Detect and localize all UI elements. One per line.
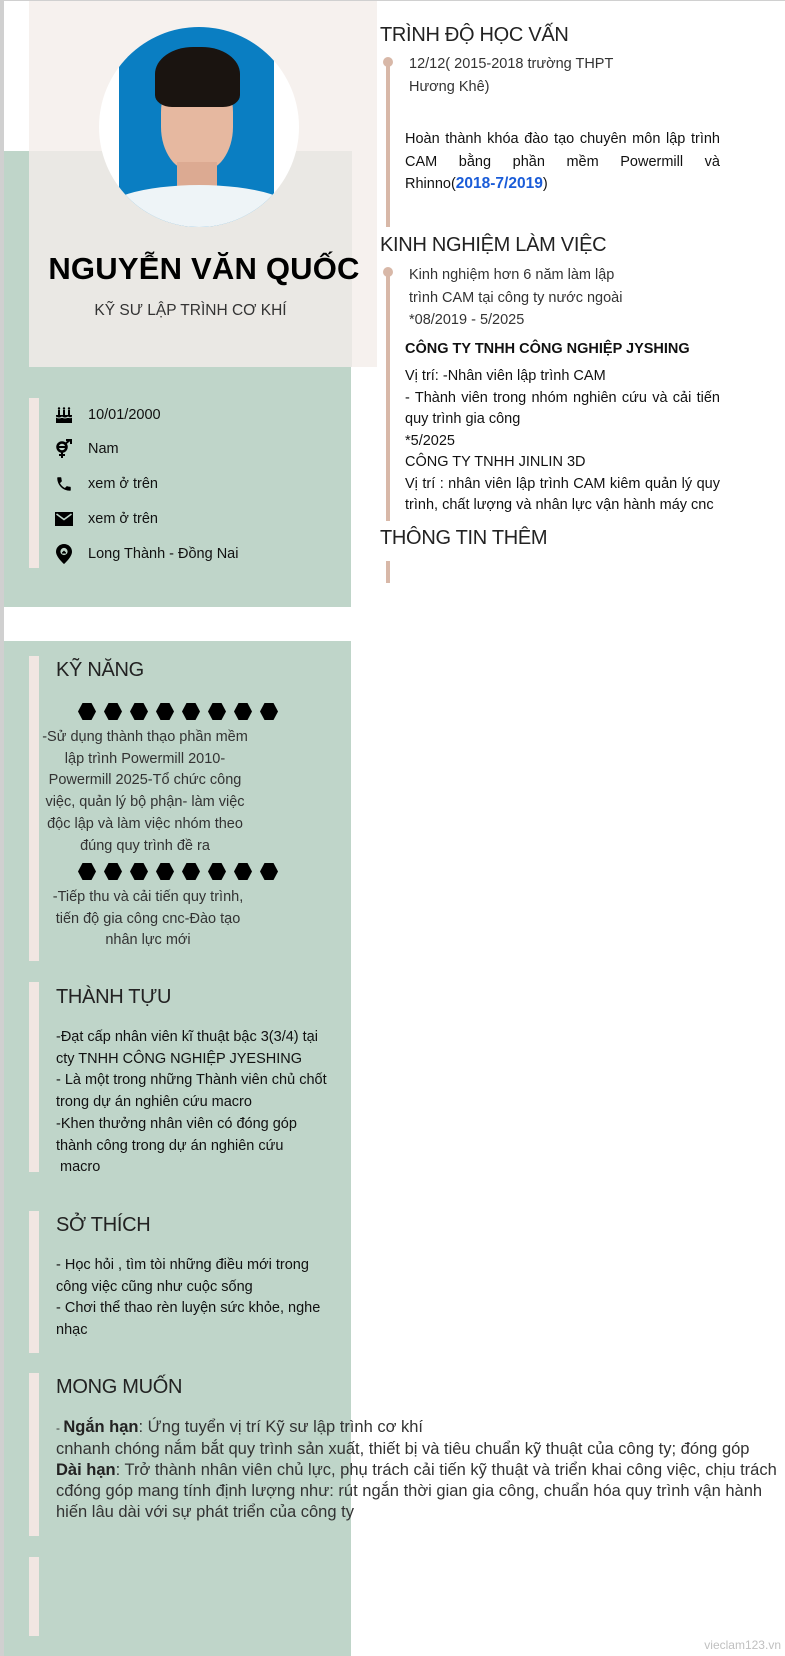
contact-birthday (54, 403, 161, 427)
email-icon (54, 509, 74, 529)
experience-timeline (386, 273, 390, 521)
experience-summary: Kinh nghiệm hơn 6 năm làm lập trình CAM tại công ty nước ngoài *08/2019 - 5/2025 (409, 267, 623, 328)
company-name-1: CÔNG TY TNHH CÔNG NGHIỆP JYSHING (405, 341, 690, 357)
birthday-cake-icon (54, 405, 74, 425)
education-timeline-dot (383, 57, 393, 67)
education-school: 12/12( 2015-2018 trường THPT Hương Khê) (409, 56, 614, 95)
skill-rating-1 (78, 703, 278, 720)
location-value: Long Thành - Đồng Nai (88, 546, 239, 562)
achievements-text: -Đạt cấp nhân viên kĩ thuật bậc 3(3/4) tại cty TNHH CÔNG NGHIỆP JYESHING - Là một trong những Thành viên chủ chốt trong dự án nghiên cứu macro -Khen thưởng nhân viên có đóng góp thành công trong dự án nghiên cứu macro (56, 1029, 327, 1176)
candidate-title: KỸ SƯ LẬP TRÌNH CƠ KHÍ (94, 302, 287, 319)
cv-page (4, 1, 785, 1656)
achievements-title: THÀNH TỰU (56, 986, 172, 1008)
skill-description-2: -Tiếp thu và cải tiến quy trình, tiến độ gia công cnc-Đào tạo nhân lực mới (52, 889, 244, 949)
hobbies-title: SỞ THÍCH (56, 1214, 151, 1236)
experience-details: Vị trí: -Nhân viên lập trình CAM - Thành viên trong nhóm nghiên cứu và cải tiến quy trình gia công *5/2025 CÔNG TY TNHH JINLIN 3D Vị trí : nhân viên lập trình CAM kiêm quản lý quy trình, chất lượng và nhân lực vận hành máy cnc (405, 368, 720, 513)
contact-accent-bar (29, 398, 39, 568)
more-info-timeline (386, 561, 390, 583)
course-date: 2018-7/2019 (455, 175, 543, 192)
gender-icon (54, 439, 74, 459)
contact-location (54, 542, 238, 566)
achievements-accent-bar (29, 982, 39, 1172)
watermark: vieclam123.vn (704, 1638, 781, 1652)
goals-accent-bar (29, 1373, 39, 1536)
birthday-value: 10/01/2000 (88, 407, 161, 423)
hobbies-accent-bar (29, 1211, 39, 1353)
email-value: xem ở trên (88, 511, 158, 527)
gender-value: Nam (88, 441, 119, 457)
education-course: Hoàn thành khóa đào tạo chuyên môn lập trình CAM bằng phần mềm Powermill và Rhinno(2018-7/2019) (405, 131, 720, 192)
education-timeline (386, 63, 390, 227)
contact-gender (54, 437, 119, 461)
skills-title: KỸ NĂNG (56, 659, 144, 681)
phone-icon (54, 474, 74, 494)
experience-title: KINH NGHIỆM LÀM VIỆC (380, 234, 607, 256)
skill-rating-2 (78, 863, 278, 880)
empty-section-accent-bar (29, 1557, 39, 1636)
avatar (99, 27, 299, 227)
candidate-name: NGUYỄN VĂN QUỐC (48, 251, 360, 286)
contact-email (54, 507, 158, 531)
education-title: TRÌNH ĐỘ HỌC VẤN (380, 24, 569, 46)
phone-value: xem ở trên (88, 476, 158, 492)
contact-phone (54, 472, 158, 496)
goals-text: - Ngắn hạn: Ứng tuyển vị trí Kỹ sư lập trình cơ khí cnhanh chóng nắm bắt quy trình sản xuất, thiết bị và tiêu chuẩn kỹ thuật của công ty; đóng góp Dài hạn: Trở thành nhân viên chủ lực, phụ trách cải tiến kỹ thuật và triển khai công việc, chịu trách cđóng góp mang tính định lượng như: rút ngắn thời gian gia công, chuẩn hóa quy trình vận hành hiến lâu dài với sự phát triển của công ty (56, 1418, 777, 1521)
location-icon (54, 544, 74, 564)
hobbies-text: - Học hỏi , tìm tòi những điều mới trong công việc cũng như cuộc sống - Chơi thể thao rèn luyện sức khỏe, nghe nhạc (56, 1257, 321, 1339)
experience-timeline-dot (383, 267, 393, 277)
skill-description-1: -Sử dụng thành thạo phần mềm lập trình Powermill 2010- Powermill 2025-Tổ chức công việc, quản lý bộ phận- làm việc độc lập và làm việc nhóm theo đúng quy trình đề ra (42, 729, 248, 854)
more-info-title: THÔNG TIN THÊM (380, 527, 548, 549)
goals-title: MONG MUỐN (56, 1376, 183, 1398)
skills-accent-bar (29, 656, 39, 961)
